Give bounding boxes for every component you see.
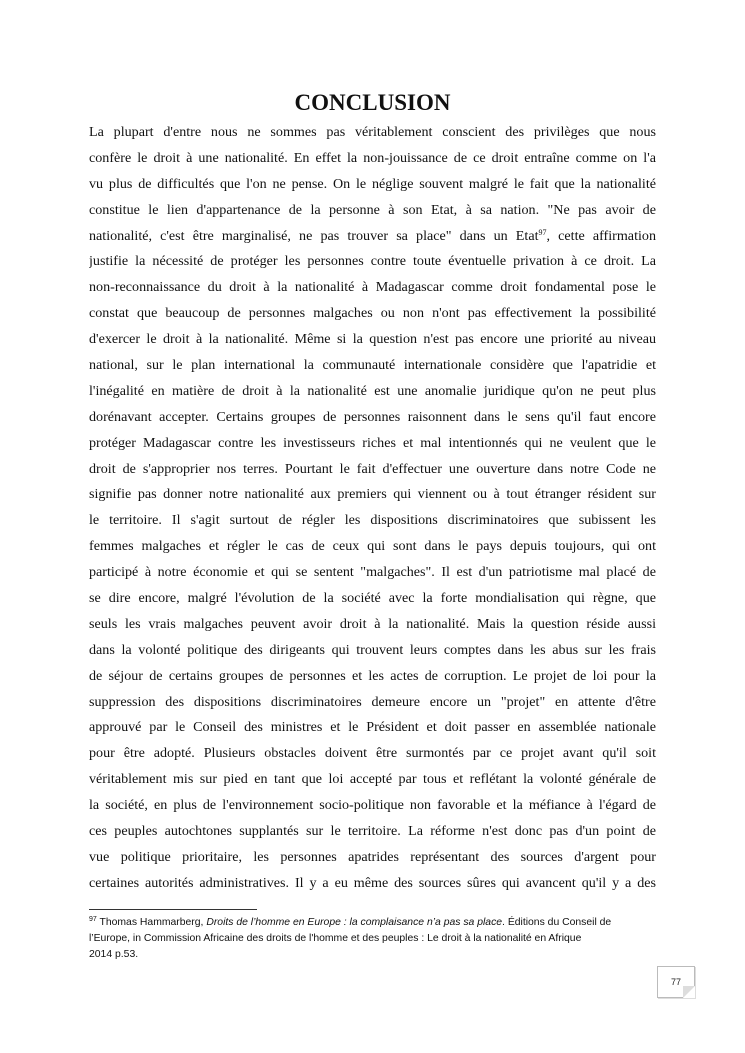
conclusion-body xyxy=(89,120,656,897)
body-line: d'exercer le droit à la nationalité. Même si la question n'est pas encore une priorité au niveau xyxy=(89,331,656,348)
body-line: droit de s'approprier nos terres. Pourtant le fait d'effectuer une ouverture dans notre Code ne xyxy=(89,460,656,477)
page-number: 77 xyxy=(657,966,695,998)
body-line: vue politique prioritaire, les personnes apatrides représentant des sources d'argent pour xyxy=(89,848,656,865)
body-line: seuls les vrais malgaches peuvent avoir droit à la nationalité. Mais la question réside aussi xyxy=(89,615,656,632)
body-line: signifie pas donner notre nationalité aux premiers qui viennent ou à tout étranger résident sur xyxy=(89,486,656,503)
body-line: vu plus de difficultés que l'on ne pense. On le néglige souvent malgré le fait que la nationalité xyxy=(89,175,656,192)
footnote-line: l’Europe, in Commission Africaine des droits de l'homme et des peuples : Le droit à la nationalité en Afrique xyxy=(89,933,582,944)
body-line: ces peuples autochtones supplantés sur le territoire. La réforme n'est donc pas d'un point de xyxy=(89,823,656,840)
body-line: pour être adopté. Plusieurs obstacles doivent être surmontés par ce projet avant qu'il soit xyxy=(89,745,656,762)
footnote-author: Thomas Hammarberg, xyxy=(99,917,207,928)
footnote-line: 2014 p.53. xyxy=(89,949,139,960)
body-line: suppression des dispositions discriminatoires demeure encore un "projet" en attente d'être xyxy=(89,693,656,710)
body-line: participé à notre économie et qui se sentent "malgaches". Il est d'un patriotisme mal placé de xyxy=(89,564,656,581)
footnote-separator xyxy=(89,909,257,910)
footnote-reference[interactable]: 97 xyxy=(538,227,547,237)
body-line: véritablement mis sur pied en tant que loi accepté par tous et reflétant la volonté générale de xyxy=(89,771,656,788)
body-line: certaines autorités administratives. Il y a eu même des sources sûres qui avancent qu'il y a des xyxy=(89,874,656,891)
footnote xyxy=(89,915,664,963)
body-line: de séjour de certains groupes de personnes et les actes de corruption. Le projet de loi pour la xyxy=(89,667,656,684)
body-line: national, sur le plan international la communauté internationale considère que l'apatridie et xyxy=(89,357,656,374)
body-line: femmes malgaches et régler le cas de ceux qui sont dans le pays depuis toujours, qui ont xyxy=(89,538,656,555)
body-line: le territoire. Il s'agit surtout de régler les dispositions discriminatoires que subissent les xyxy=(89,512,656,529)
body-line: la société, en plus de l'environnement socio-politique non favorable et la méfiance à l'égard de xyxy=(89,797,656,814)
body-line-continuation: , cette affirmation xyxy=(546,227,656,244)
body-line-text: nationalité, c'est être marginalisé, ne pas trouver sa place" dans un Etat xyxy=(89,227,539,244)
body-line: approuvé par le Conseil des ministres et le Président et doit passer en assemblée nationale xyxy=(89,719,656,736)
body-line: dorénavant accepter. Certains groupes de personnes raisonnent dans le sens qu'il faut encore xyxy=(89,408,656,425)
body-line: La plupart d'entre nous ne sommes pas véritablement conscient des privilèges que nous xyxy=(89,124,656,140)
body-line: se dire encore, malgré l'évolution de la société avec la forte mondialisation qui règne, que xyxy=(89,590,656,607)
body-line: constat que beaucoup de personnes malgaches ou non n'ont pas effectivement la possibilité xyxy=(89,305,656,322)
body-line: constitue le lien d'appartenance de la personne à son Etat, à sa nation. "Ne pas avoir de xyxy=(89,201,656,218)
footnote-number: 97 xyxy=(89,916,97,923)
footnote-publisher: . Éditions du Conseil de xyxy=(502,917,612,928)
body-line-with-footnote xyxy=(89,224,656,250)
body-line: justifie la nécessité de protéger les personnes contre toute éventuelle privation à ce droit. La xyxy=(89,253,656,270)
page-title: CONCLUSION xyxy=(294,90,451,115)
footnote-line xyxy=(89,915,664,931)
body-line: non-reconnaissance du droit à la nationalité à Madagascar comme droit fondamental pose le xyxy=(89,279,656,296)
body-line: l'inégalité en matière de droit à la nationalité est une anomalie juridique qu'on ne peut plus xyxy=(89,382,656,399)
footnote-work-title: Droits de l’homme en Europe : la complaisance n’a pas sa place xyxy=(206,917,503,928)
body-line: confère le droit à une nationalité. En effet la non-jouissance de ce droit entraîne comme on l'a xyxy=(89,149,656,166)
body-line: dans la volonté politique des dirigeants qui trouvent leurs comptes dans les abus sur les frais xyxy=(89,641,656,658)
body-line: protéger Madagascar contre les investisseurs riches et mal intentionnés qui ne veulent que le xyxy=(89,434,656,451)
